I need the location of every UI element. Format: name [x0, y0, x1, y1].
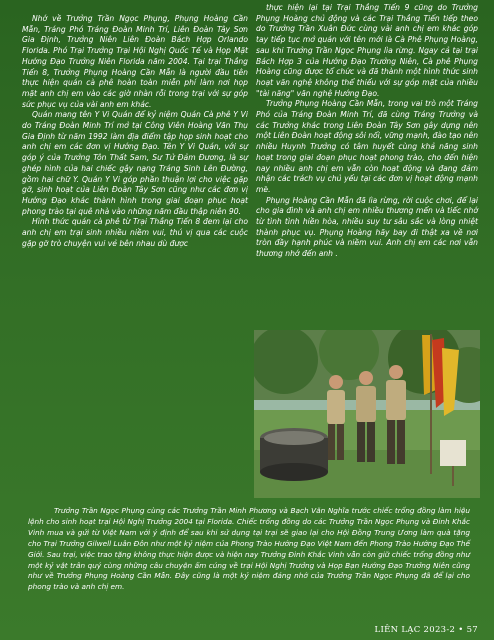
photo-caption — [28, 506, 470, 593]
page-footer: LIÊN LẠC 2023-2 • 57 — [374, 625, 478, 635]
paragraph: Quán mang tên Y Vi Quán để kỷ niệm Quán Cà phê Y Vi do Tráng Đoàn Minh Trí mở tại Công Viên Hoàng Văn Thụ Gia Định từ năm 1992 làm địa điểm tập họp sinh hoạt cho anh chị em các đơn vị Hướng Đạo. Tên Y Vi Quán, với sự góp ý của Trưởng Tôn Thất Sam, Sư Tử Đảm Đương, là sự ghép hình của hai chiếc gậy nạng Tráng Sinh Lên Đường, gồm hai chữ Y. Quán Y Vi góp phần thuận lợi cho việc gặp gỡ, sinh hoạt của Liên Đoàn Tây Sơn cũng như các đơn vị Hướng Đạo khác thành hình trong giai đoạn phục hoạt phong trào tại quê nhà vào những năm đầu thập niên 90. — [22, 110, 248, 216]
paragraph: Nhớ về Trưởng Trần Ngọc Phụng, Phụng Hoàng Cần Mẫn, Tráng Phó Tráng Đoàn Minh Trí, Liên Đoàn Tây Sơn Gia Định, Trưởng Niên Liên Đoàn Bách Hợp Orlando Florida. Phó Trại Trưởng Trại Hội Nghị Quốc Tế và Họp Mặt Hướng Đạo Trưởng Niên Florida năm 2004. Tại trại Thắng Tiến 8, Trưởng Phụng Hoàng Cần Mẫn là người đầu tiên thực hiện quán cà phê hoàn toàn miễn phí làm nơi họp mặt anh chị em vào các giờ nhàn rỗi trong trại với sự góp sức phục vụ của vài anh em khác. — [22, 14, 248, 109]
paragraph: Hình thức quán cà phê từ Trại Thắng Tiến 8 đem lại cho anh chị em trại sinh nhiều niềm vui, thú vị qua các cuộc gặp gỡ trò chuyện vui vẻ bên nhau dù được — [22, 217, 248, 248]
caption-text: Trưởng Trần Ngọc Phụng cùng các Trưởng Trần Minh Phương và Bạch Văn Nghĩa trước chiếc trống đồng làm hiệu lệnh cho sinh hoạt trại Hội Nghị Trưởng 2004 tại Florida. Chiếc trống đồng do các Trưởng Trần Ngọc Phụng và Đinh Khắc Vinh mua và gửi từ Việt Nam với ý định để sau khi sử dụng tại trại sẽ giao lại cho Hội Đồng Trung Ương làm quà tặng cho Trại Trưởng Gilwell Luân Đôn như một kỷ niệm của Phong Trào Hướng Đạo Việt Nam đến Phong Trào Hướng Đạo Thế Giới. Sau trại, việc trao tặng không thực hiện được và hiện nay Trưởng Đinh Khắc Vinh vẫn còn giữ chiếc trống đồng như một kỷ vật trân quý cùng những câu chuyện ấm cúng về trại Hội Nghị Trưởng và Họp Bạn Hướng Đạo Trưởng Niên cũng như về Trưởng Phụng Hoàng Cần Mẫn. Đây cũng là một kỷ niệm đáng nhớ của Trưởng Trần Ngọc Phụng đã để lại cho phong trào và anh chị em. — [28, 506, 470, 592]
paragraph: thực hiện lại tại Trại Thắng Tiến 9 cũng do Trưởng Phụng Hoàng chủ động và các Trại Thắng Tiến tiếp theo do Trưởng Trần Xuân Đức cùng vài anh chị em khác góp tay tiếp tục mở quán với tên mới là Cà Phê Phụng Hoàng, sau khi Trưởng Trần Ngọc Phụng lìa rừng. Ngay cả tại trại Bách Hợp 3 của Hướng Đạo Trưởng Niên, Cà phê Phụng Hoàng cũng được tổ chức và đã thành một hình thức sinh hoạt văn nghệ không thể thiếu với sự góp mặt của nhiều "tài năng" văn nghệ Hướng Đạo. — [256, 3, 478, 98]
photo-three-scouts-with-drum-icon — [254, 330, 480, 498]
right-text-column — [256, 3, 478, 260]
paragraph: Phụng Hoàng Cần Mẫn đã lìa rừng, rời cuộc chơi, để lại cho gia đình và anh chị em nhiều thương mến và tiếc nhớ từ tình tình hiền hòa, nhiều suy tư sâu sắc và lòng nhiệt thành phục vụ. Phụng Hoàng hãy bay đi thật xa về nơi tròn đầy hạnh phúc và niềm vui. Anh chị em các nơi vẫn thương nhớ đến anh . — [256, 195, 478, 259]
scouts-photo — [254, 330, 480, 498]
paragraph: Trưởng Phụng Hoàng Cần Mẫn, trong vai trò một Tráng Phó của Tráng Đoàn Minh Trí, đã cùng Tráng Trưởng và các Trưởng khác trong Liên Đoàn Tây Sơn gây dựng nên một Liên Đoàn hoạt động sôi nổi, vững mạnh, đào tạo nên nhiều Huynh Trưởng có tâm huyết cùng khả năng sinh hoạt trong giai đoạn phục hoạt phong trào, cho đến hiện nay nhiều anh chị em vẫn còn hoạt động và đang đảm nhận các trách vụ chủ yếu tại các đơn vị hoạt động mạnh mẽ. — [256, 99, 479, 194]
left-text-column — [22, 14, 248, 249]
